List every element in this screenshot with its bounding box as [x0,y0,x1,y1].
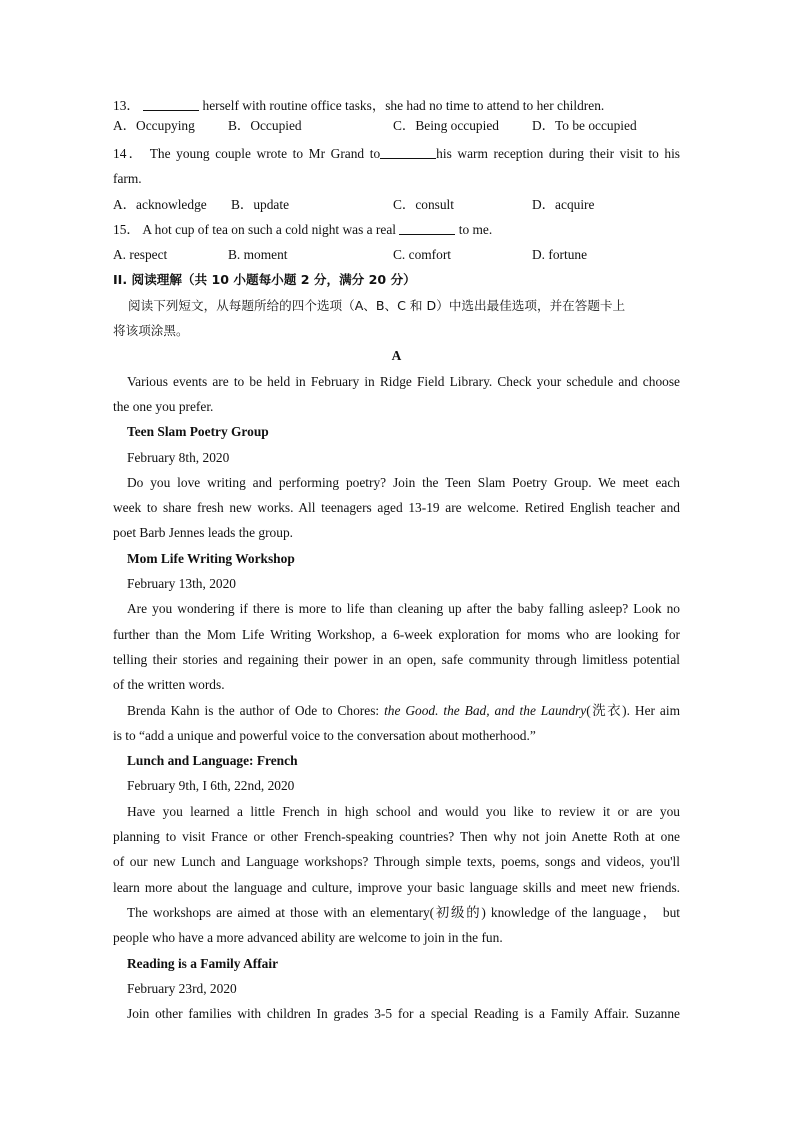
event-title: Lunch and Language: French [127,753,298,769]
answer-blank [399,222,455,235]
question-15-stem: 15． A hot cup of tea on such a cold night was a real to me. [113,221,493,237]
answer-blank [143,98,199,111]
option-c: C．consult [393,196,455,212]
event-description-line: people who have a more advanced ability are welcome to join in the fun. [113,930,503,946]
option-b: B．update [231,196,290,212]
section-title: II. 阅读理解（共 10 小题每小题 2 分，满分 20 分） [113,272,416,288]
event-date: February 23rd, 2020 [127,980,237,996]
passage-intro-continued: the one you prefer. [113,398,214,414]
question-14-stem: 14． The young couple wrote to Mr Grand to his warm reception during their visit to his [113,146,680,161]
option-a: A. respect [113,247,168,263]
event-description-line: Join other families with children In grades 3-5 for a special Reading is a Family Affair. Suzanne [127,1006,680,1022]
event-title: Mom Life Writing Workshop [127,550,295,566]
event-description-line: learn more about the language and culture, improve your basic language skills and meet new friends. [113,879,680,895]
option-a: A．Occupying [113,118,195,133]
question-13-stem: 13． herself with routine office tasks，she had no time to attend to her children. [113,98,605,113]
event-title: Reading is a Family Affair [127,955,279,971]
section-instruction: 阅读下列短文，从每题所给的四个选项（A、B、C 和 D）中选出最佳选项，并在答题卡上 [128,297,626,313]
event-description-line: poet Barb Jennes leads the group. [113,525,293,541]
event-description-line: telling their stories and regaining their power in an open, safe community through limitless potential [113,651,680,667]
event-description-line: Are you wondering if there is more to life than cleaning up after the baby falling asleep? Look no [127,601,680,617]
event-description-line: of the written words. [113,677,225,693]
event-description-line: Have you learned a little French in high school and would you like to review it or are you [127,803,680,819]
option-b: B．Occupied [228,118,302,133]
option-d: D．To be occupied [532,118,637,133]
event-date: February 13th, 2020 [127,576,236,592]
author-line: Brenda Kahn is the author of Ode to Chores: the Good. the Bad, and the Laundry(洗衣). Her aim [127,702,680,718]
passage-label: A [391,348,402,364]
event-description-line: week to share fresh new works. All teenagers aged 13-19 are welcome. Retired English teacher and [113,500,680,516]
option-d: D. fortune [532,247,588,263]
question-14-options [113,192,680,217]
question-15-options [113,242,680,267]
question-13-options [113,116,680,136]
answer-blank [380,146,436,159]
event-description-line: Do you love writing and performing poetry? Join the Teen Slam Poetry Group. We meet each [127,474,680,490]
event-date: February 8th, 2020 [127,449,230,465]
option-c: C．Being occupied [393,118,499,133]
event-description-line: of our new Lunch and Language workshops? Through simple texts, poems, songs and videos, you'll [113,854,680,870]
question-14-stem-continued: farm. [113,171,142,187]
option-c: C. comfort [393,247,452,263]
event-title: Teen Slam Poetry Group [127,424,269,440]
section-instruction-continued: 将该项涂黑。 [113,323,189,339]
page-content [113,96,680,1026]
event-description-line: The workshops are aimed at those with an elementary(初级的) knowledge of the language， but [127,904,680,920]
event-description-line: further than the Mom Life Writing Workshop, a 6-week exploration for moms who are looking for [113,626,680,642]
event-description-line: planning to visit France or other French-speaking countries? Then why not join Anette Roth at one [113,829,680,845]
book-title: the Good. the Bad, and the Laundry [384,702,587,718]
option-b: B. moment [228,247,288,263]
event-date: February 9th, I 6th, 22nd, 2020 [127,778,295,794]
option-a: A．acknowledge [113,196,207,212]
option-d: D．acquire [532,196,595,212]
passage-intro: Various events are to be held in February in Ridge Field Library. Check your schedule and choose [127,373,680,389]
author-line-continued: is to “add a unique and powerful voice to the conversation about motherhood.” [113,727,536,743]
